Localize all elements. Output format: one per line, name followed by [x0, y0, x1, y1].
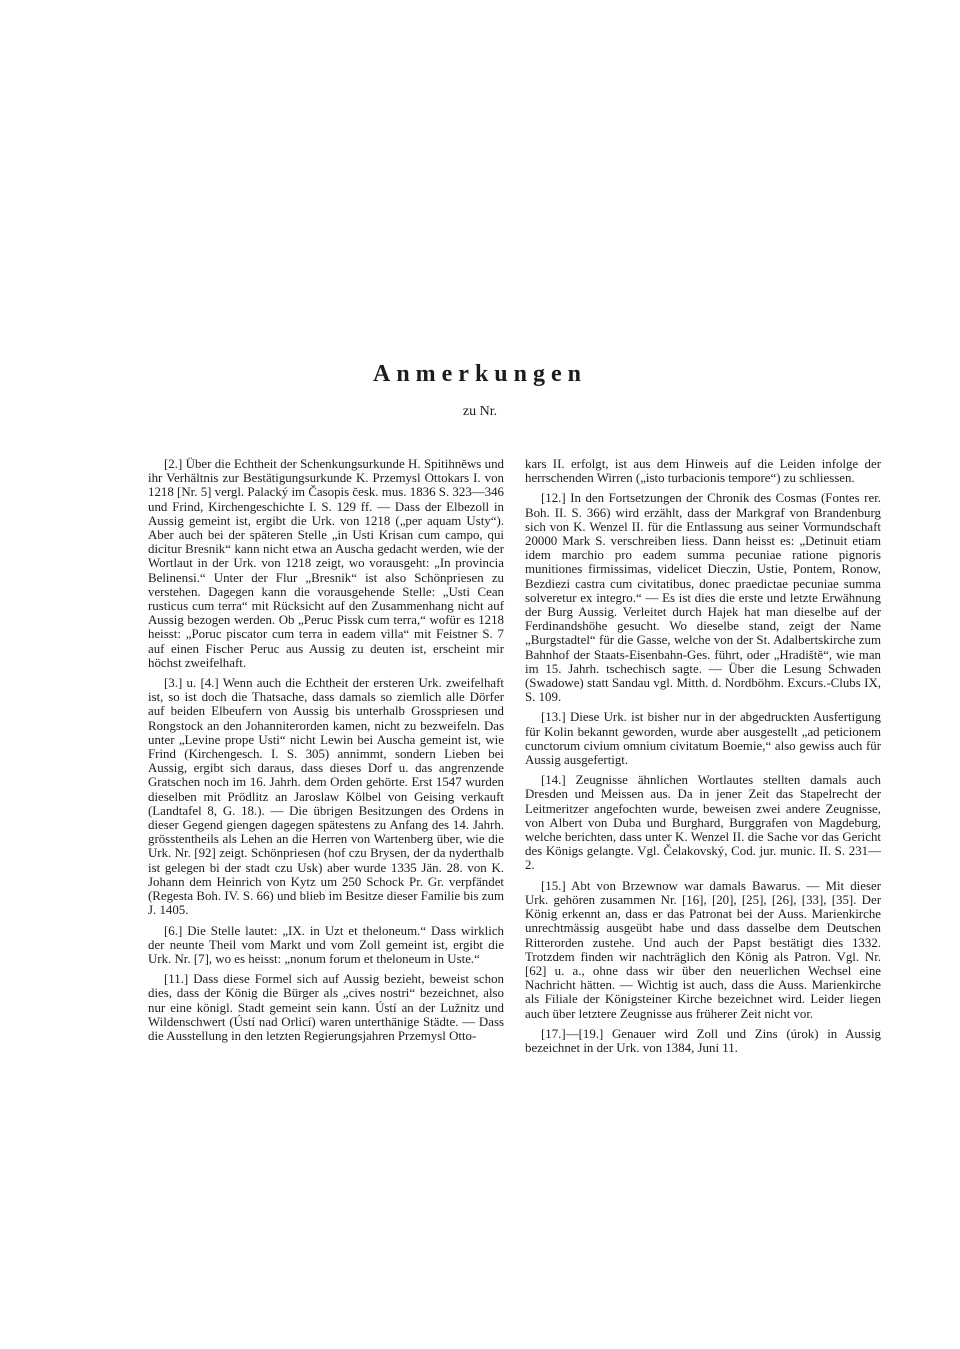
- page-subtitle: zu Nr.: [462, 404, 498, 419]
- page-title: Anmerkungen: [372, 361, 588, 387]
- note-paragraph: [3.] u. [4.] Wenn auch die Echtheit der ersteren Urk. zweifelhaft ist, so ist doch die Thatsache, dass damals so ziemlich alle Dörfer auf beiden Elbeufern von Aussig bis unterhalb Grosspriesen und Rongstock an den Johanniterorden kamen, nicht zu bezweifeln. Das unter „Levine prope Usti“ nicht Lewin bei Auscha gemeint ist, wie Frind (Kirchengesch. I. S. 305) annimmt, sondern Lieben bei Aussig, ergibt sich daraus, dass dieses Dorf u. das angrenzende Gratschen noch im 16. Jahrh. dem Orden gehörte. Erst 1547 wurden dieselben mit Prödlitz an Jaroslaw Kölbel von Geising verkauft (Landtafel 8, G. 18.). — Die übrigen Besitzungen des Ordens in dieser Gegend giengen dagegen spätestens zu Anfang des 14. Jahrh. grösstentheils als Lehen an die Herren von Wartenberg über, wie die Urk. Nr. [92] zeigt. Schönpriesen (hof czu Brysen, der da nyderthalb ist gelegen bi der stadt czu Usk) aber wurde 1335 Jän. 28. von K. Johann dem Heinrich von Kytz um 250 Schock Pr. Gr. verpfändet (Regesta Boh. IV. S. 66) und blieb im Besitze dieser Familie bis zum J. 1405.: [148, 676, 504, 918]
- note-paragraph: kars II. erfolgt, ist aus dem Hinweis auf die Leiden infolge der herrschenden Wirren („isto turbacionis tempore“) zu schliessen.: [525, 457, 881, 486]
- note-paragraph: [15.] Abt von Brzewnow war damals Bawarus. — Mit dieser Urk. gehören zusammen Nr. [16], [20], [25], [26], [33], [35]. Der König erkennt an, dass er das Patronat bei der Auss. Marienkirche unrechtmässig ausgeübt habe und dass dasselbe dem Deutschen Ritterorden zustehe. Und auch der Papst bestätigt dies 1332. Trotzdem finden wir nachträglich den König als Patron. Vgl. Nr. [62] u. a., ohne dass wir über den neuerlichen Wechsel eine Nachricht hätten. — Wichtig ist auch, dass die Auss. Marienkirche als Filiale der Königsteiner Kirche bezeichnet wird. Leider liegen auch über letztere Zeugnisse aus früherer Zeit nicht vor.: [525, 878, 881, 1021]
- note-paragraph: [17.]—[19.] Genauer wird Zoll und Zins (úrok) in Aussig bezeichnet in der Urk. von 1384, Juni 11.: [525, 1026, 881, 1055]
- note-paragraph: [12.] In den Fortsetzungen der Chronik des Cosmas (Fontes rer. Boh. II. S. 366) wird erzählt, dass der Markgraf von Brandenburg sich von K. Wenzel II. für die Entlassung aus seiner Vormundschaft 20000 Mark S. verschreiben liess. Dann heisst es: „Detinuit etiam idem marchio pro eadem summa pecuniae ratione pignoris munitiones firmissimas, videlicet Dieczin, Ustie, Pontem, Ronow, Bezdiezi castra cum civitatibus, donec praedictae pecuniae summa solveretur ex integro.“ — Es ist dies die erste und letzte Erwähnung der Burg Aussig. Verleitet durch Hajek hat man dieselbe auf der Ferdinandshöhe gesucht. Wo dieselbe stand, zeigt der Name „Burgstadtel“ für die Gasse, welche von der St. Adalbertskirche zum Bahnhof der Staats-Eisenbahn-Ges. führt, oder „Hradiště“, wie man im 15. Jahrh. tschechisch sagte. — Über die Lesung Schwaden (Swadowe) statt Sandau vgl. Mitth. d. Nordböhm. Excurs.-Clubs IX, S. 109.: [525, 491, 881, 705]
- note-paragraph: [13.] Diese Urk. ist bisher nur in der abgedruckten Ausfertigung für Kolin bekannt geworden, wurde aber ausgestellt „ad peticionem cunctorum civium omnium civitatum Boemie,“ also gewiss auch für Aussig ausgefertigt.: [525, 710, 881, 768]
- left-column: [148, 457, 504, 1049]
- note-paragraph: [14.] Zeugnisse ähnlichen Wortlautes stellten damals auch Dresden und Meissen aus. Da in jener Zeit das Stapelrecht der Leitmeritzer angefochten wurde, beweisen zwei andere Zeugnisse, von Albert von Duba und Burghard, Burggrafen von Magdeburg, welche berichten, dass unter K. Wenzel II. die Sache vor das Gericht des Königs gelangte. Vgl. Čelakovský, Cod. jur. munic. II. S. 231—2.: [525, 773, 881, 873]
- note-paragraph: [2.] Über die Echtheit der Schenkungsurkunde H. Spitihněws und ihr Verhältnis zur Bestätigungsurkunde K. Przemysl Ottokars I. von 1218 [Nr. 5] vergl. Palacký im Časopis česk. mus. 1836 S. 323—346 und Frind, Kirchengeschichte I. S. 129 ff. — Dass der Elbezoll in Aussig gemeint ist, ergibt die Urk. von 1218 („per aquam Usty“). Aber auch bei der späteren Stelle „in Usti Krisan cum campo, qui dicitur Bresnik“ kann nicht etwa an Auscha gedacht werden, wie der Wortlaut in der Urk. von 1218 zeigt, wo vorausgeht: „In provincia Belinensi.“ Unter der Flur „Bresnik“ ist also Schönpriesen zu verstehen. Dagegen kann die vorausgehende Stelle: „Usti Cean rusticus cum terra“ mit Rücksicht auf den Zusammenhang nicht auf Aussig bezogen werden. Ob „Peruc Pissk cum terra,“ wofür es 1218 heisst: „Poruc piscator cum terra in eadem villa“ mit Feistner S. 7 auf einen Fischer Peruc aus Aussig zu deuten ist, erscheint mir höchst zweifelhaft.: [148, 457, 504, 670]
- right-column: [525, 457, 881, 1061]
- note-paragraph: [11.] Dass diese Formel sich auf Aussig bezieht, beweist schon dies, dass der König die Bürger als „cives nostri“ bezeichnet, also nur eine königl. Stadt gemeint sein kann. Ústí an der Lužnitz und Wildenschwert (Ústí nad Orlicí) waren unterthänige Städte. — Dass die Ausstellung in den letzten Regierungsjahren Przemysl Otto-: [148, 972, 504, 1043]
- note-paragraph: [6.] Die Stelle lautet: „IX. in Uzt et theloneum.“ Dass wirklich der neunte Theil vom Markt und vom Zoll gemeint ist, ergibt die Urk. Nr. [7], wo es heisst: „nonum forum et theloneum in Uste.“: [148, 923, 504, 966]
